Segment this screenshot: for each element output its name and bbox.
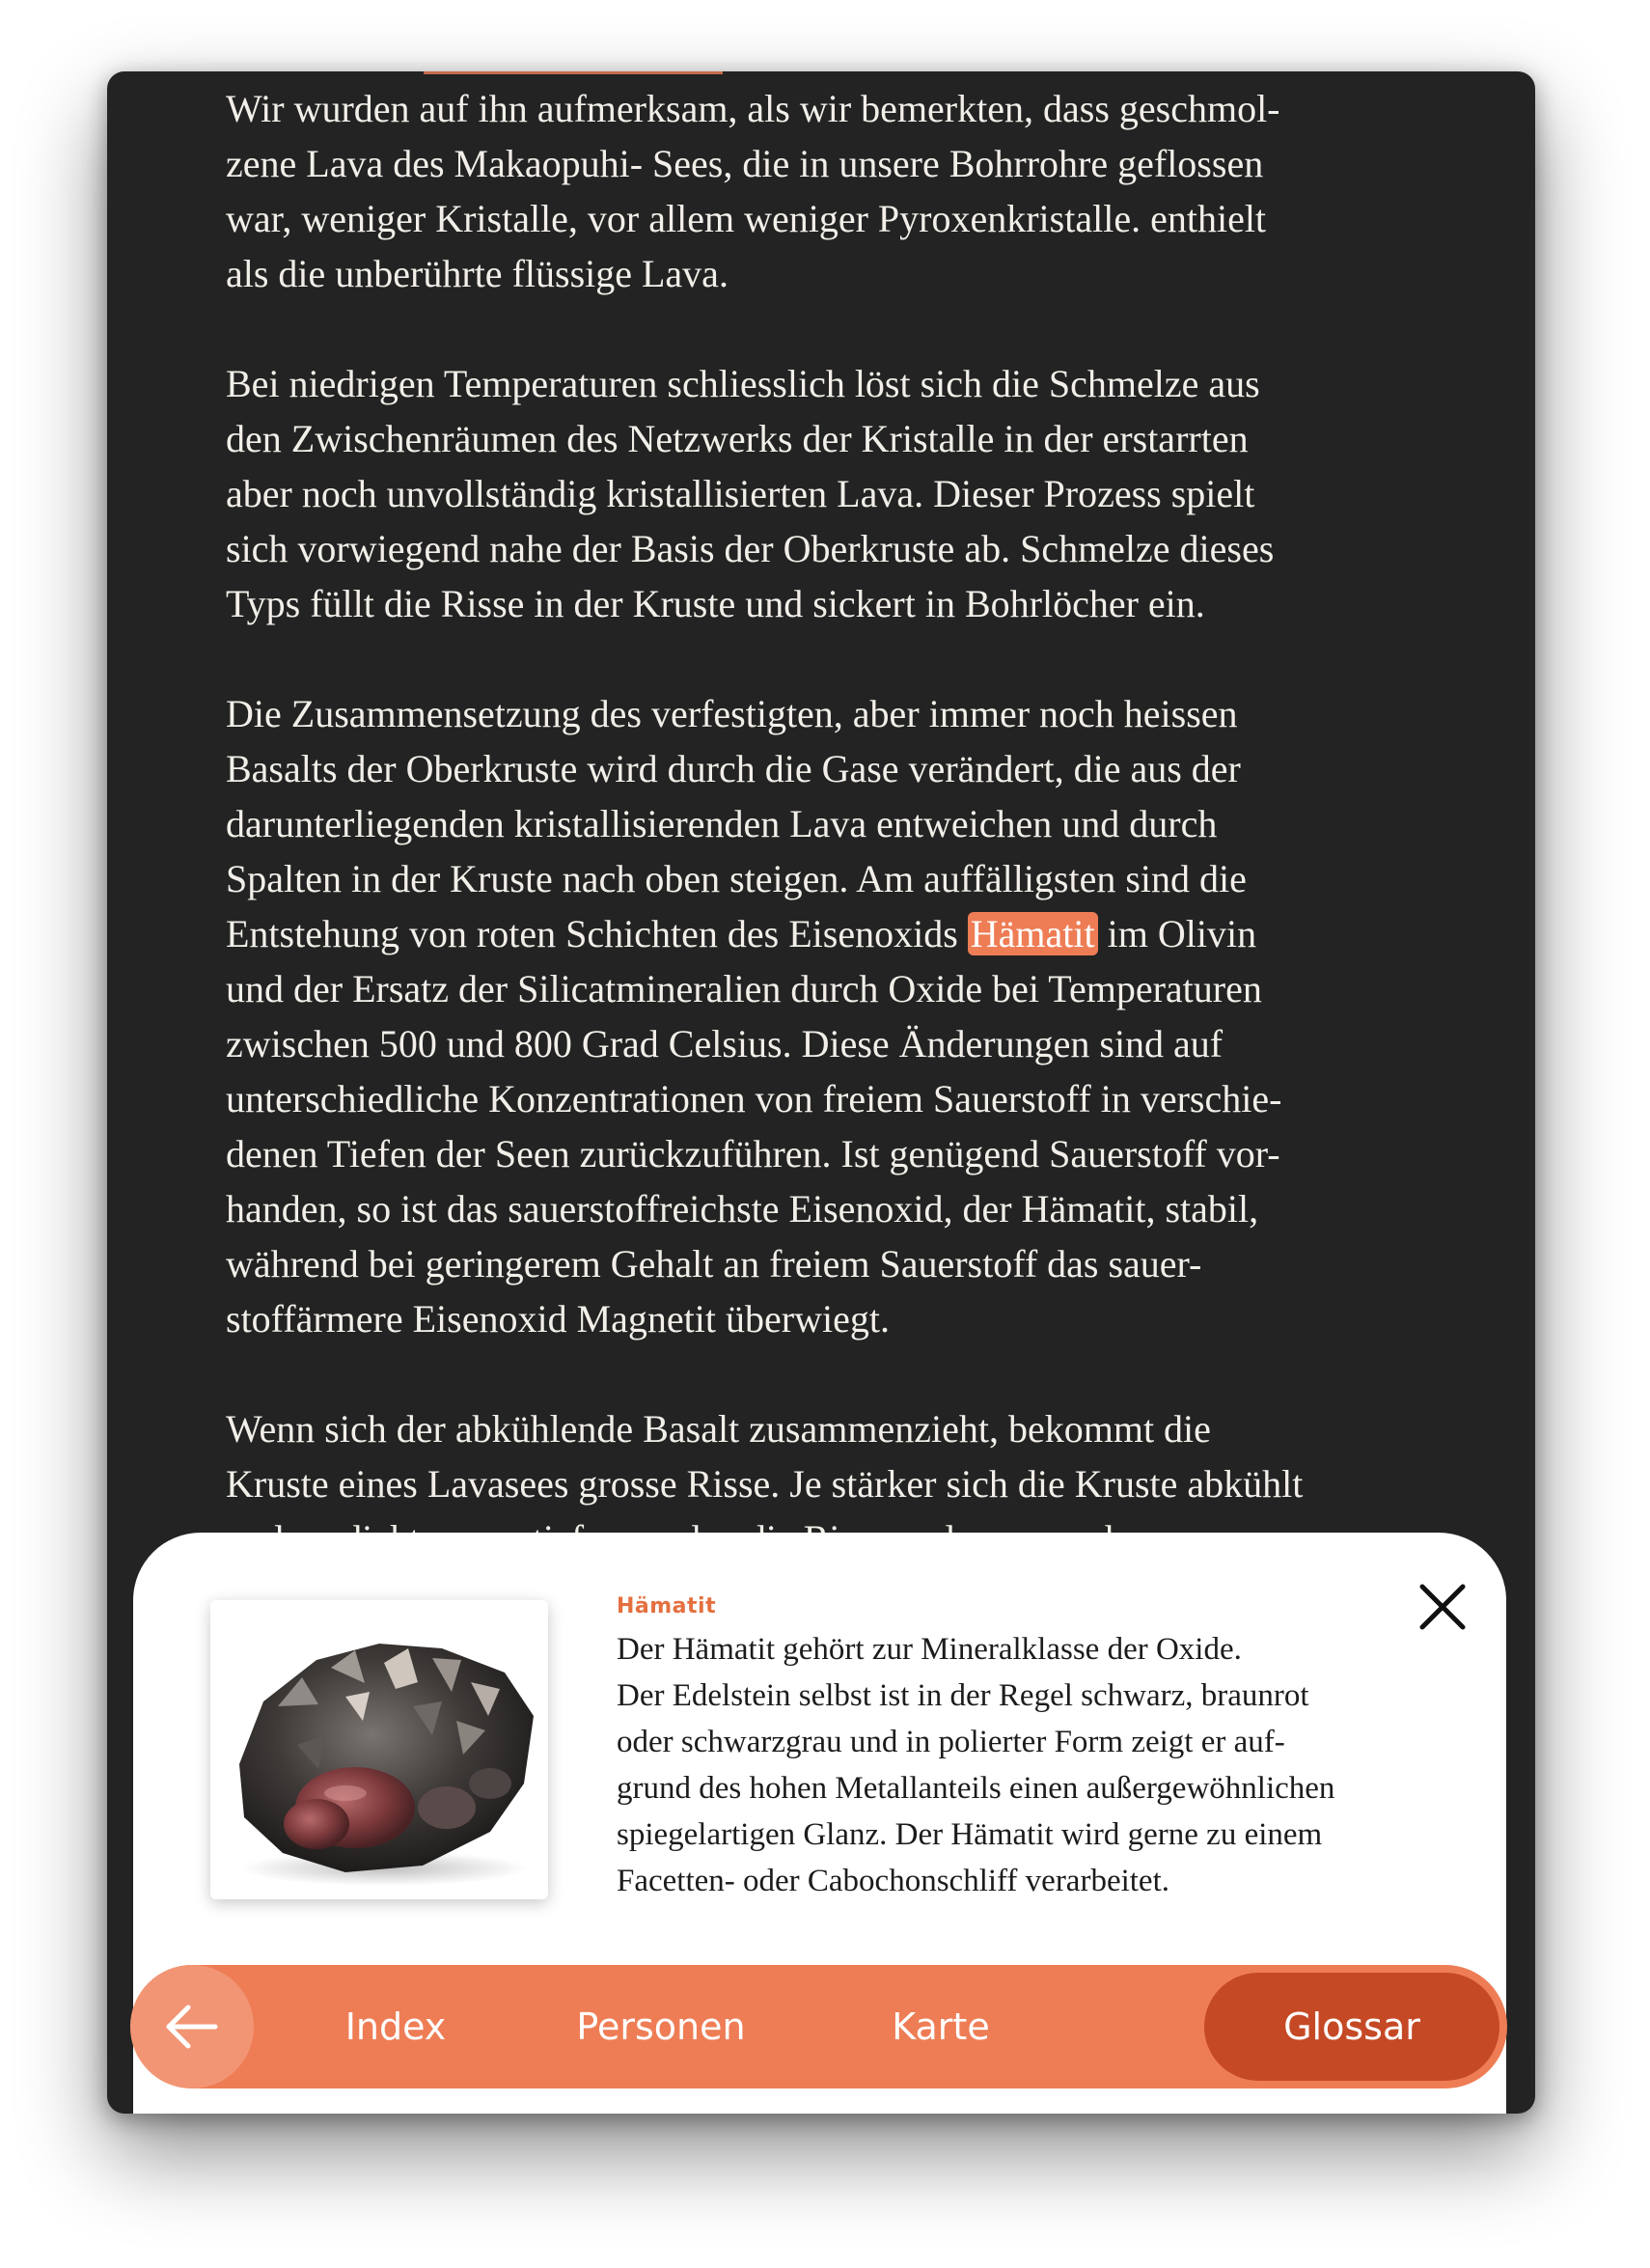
glossary-entry-text: Der Hämatit gehört zur Mineralklasse der Oxide. Der Edelstein selbst ist in der Regel schwarz, braunrot oder schwarzgrau und in polierter Form zeigt er auf- grund des hohen Metallanteils einen außergewöhnlichen spiegelartigen Glanz. Der Hämatit wird gerne zu einem Facetten- oder Cabochonschliff verarbeitet. xyxy=(617,1632,1335,1898)
close-icon xyxy=(1416,1581,1469,1633)
bottom-nav xyxy=(130,1965,1507,2088)
nav-glossar-active[interactable]: Glossar xyxy=(1204,1973,1499,2081)
hematite-image xyxy=(210,1600,548,1899)
nav-karte[interactable]: Karte xyxy=(892,2005,990,2048)
nav-personen[interactable]: Personen xyxy=(576,2005,746,2048)
hematite-mineral-photo-icon xyxy=(210,1600,548,1899)
back-button[interactable] xyxy=(130,1965,254,2088)
paragraph-3-text-start: Die Zusammensetzung des verfestigten, aber immer noch heissen Basalts der Oberkruste wird durch die Gase verändert, die aus der darunterliegenden kristallisierenden Lava entweichen und durch Spalten in der Kruste nach oben steigen. Am auffälligsten sind die Entstehung von roten Schichten des Eisenoxids xyxy=(226,692,1247,955)
paragraph-2: Bei niedrigen Temperaturen schliesslich löst sich die Schmelze aus den Zwischenräumen des Netzwerks der Kristalle in der erstarrten aber noch unvollständig kristallisierten Lava. Dieser Prozess spielt sich vorwiegend nahe der Basis der Oberkruste ab. Schmelze dieses Typs füllt die Risse in der Kruste und sickert in Bohrlöcher ein. xyxy=(226,362,1275,625)
glossary-term-link[interactable]: Hämatit xyxy=(968,912,1098,955)
glossary-entry-title: Hämatit xyxy=(617,1594,717,1618)
top-accent-line xyxy=(424,71,723,74)
paragraph-1: Wir wurden auf ihn aufmerksam, als wir bemerkten, dass geschmol- zene Lava des Makaopuhi- Sees, die in unsere Bohrrohre geflossen war, weniger Kristalle, vor allem weniger Pyroxenkristalle. enthielt als die unberührte flüssige Lava. xyxy=(226,87,1280,295)
paragraph-3 xyxy=(226,686,1432,1346)
nav-index[interactable]: Index xyxy=(344,2005,447,2048)
reader-content[interactable] xyxy=(226,81,1432,1621)
reader-window xyxy=(107,71,1535,2114)
arrow-left-icon xyxy=(163,1998,221,2056)
paragraph-4: Wenn sich der abkühlende Basalt zusammenzieht, bekommt die Kruste eines Lavasees grosse Risse. Je stärker sich die Kruste abkühlt xyxy=(226,1407,1304,1506)
close-button[interactable] xyxy=(1416,1581,1469,1633)
paragraph-3-text-end: im Olivin und der Ersatz der Silicatmineralien durch Oxide bei Temperaturen zwischen 500 und 800 Grad Celsius. Diese Änderungen sind auf unterschiedliche Konzentrationen von freiem Sauerstoff in verschie- denen Tiefen der Seen zurückzuführen. Ist genügend Sauerstoff vor- handen, so ist das sauerstoffreichste Eisenoxid, der Hämatit, stabil, während bei geringerem Gehalt an freiem Sauerstoff das sauer- stoffärmere Eisenoxid Magnetit überwiegt. xyxy=(226,912,1282,1341)
